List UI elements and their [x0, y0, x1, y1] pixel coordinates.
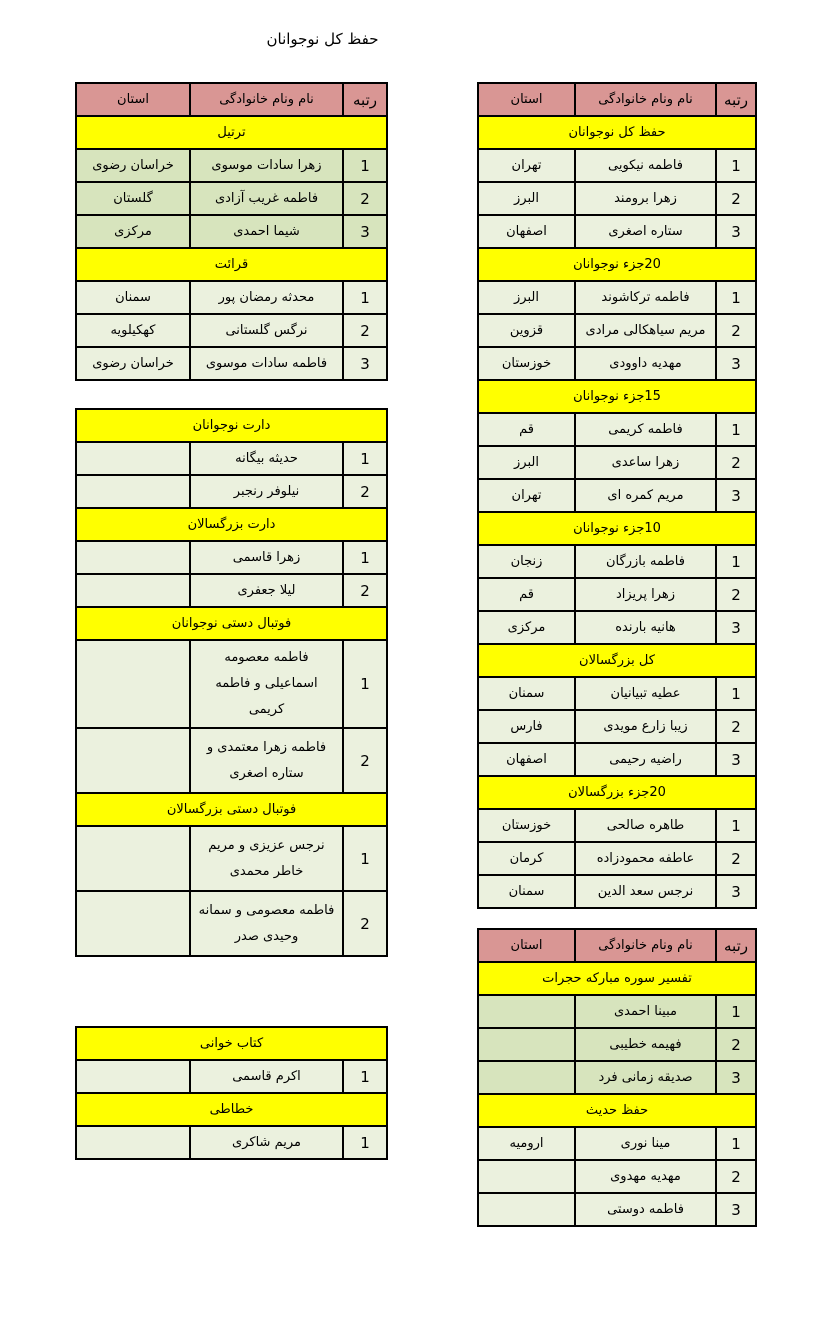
province-cell: مرکزی — [76, 215, 190, 248]
province-cell: البرز — [478, 281, 575, 314]
name-cell: فاطمه دوستی — [575, 1193, 716, 1226]
name-cell: لیلا جعفری — [190, 574, 343, 607]
province-cell: قم — [478, 578, 575, 611]
province-cell: اصفهان — [478, 215, 575, 248]
name-cell: مریم سیاهکالی مرادی — [575, 314, 716, 347]
name-cell: عاطفه محمودزاده — [575, 842, 716, 875]
name-cell: هانیه بارنده — [575, 611, 716, 644]
rank-cell: 2 — [343, 728, 387, 793]
results-table-games — [75, 408, 388, 957]
header-province: استان — [76, 83, 190, 116]
rank-cell: 3 — [716, 347, 756, 380]
rank-cell: 2 — [716, 1028, 756, 1061]
rank-cell: 2 — [716, 710, 756, 743]
name-cell: شیما احمدی — [190, 215, 343, 248]
rank-cell: 2 — [343, 314, 387, 347]
rank-cell: 3 — [716, 743, 756, 776]
rank-cell: 3 — [716, 611, 756, 644]
name-cell: فاطمه نیکویی — [575, 149, 716, 182]
section-title: 20جزء نوجوانان — [478, 248, 756, 281]
province-cell — [76, 442, 190, 475]
results-table-quran-memorization — [477, 82, 757, 909]
header-rank: رتبه — [716, 83, 756, 116]
rank-cell: 3 — [343, 347, 387, 380]
name-cell: مریم شاکری — [190, 1126, 343, 1159]
rank-cell: 3 — [343, 215, 387, 248]
name-cell: محدثه رمضان پور — [190, 281, 343, 314]
name-cell: زهرا پریزاد — [575, 578, 716, 611]
rank-cell: 1 — [343, 442, 387, 475]
rank-cell: 1 — [716, 413, 756, 446]
rank-cell: 1 — [716, 809, 756, 842]
rank-cell: 2 — [343, 574, 387, 607]
section-title: قرائت — [76, 248, 387, 281]
name-cell: مبینا احمدی — [575, 995, 716, 1028]
province-cell — [478, 1061, 575, 1094]
name-cell: فهیمه خطیبی — [575, 1028, 716, 1061]
province-cell — [76, 640, 190, 728]
section-title: حفظ حدیث — [478, 1094, 756, 1127]
page-title: حفظ کل نوجوانان — [266, 30, 379, 48]
name-cell: طاهره صالحی — [575, 809, 716, 842]
rank-cell: 2 — [343, 891, 387, 956]
name-cell: راضیه رحیمی — [575, 743, 716, 776]
rank-cell: 2 — [716, 314, 756, 347]
rank-cell: 1 — [343, 281, 387, 314]
province-cell: قزوین — [478, 314, 575, 347]
rank-cell: 1 — [716, 677, 756, 710]
section-title: تفسیر سوره مبارکه حجرات — [478, 962, 756, 995]
province-cell: البرز — [478, 182, 575, 215]
name-cell: فاطمه معصومه اسماعیلی و فاطمه کریمی — [190, 640, 343, 728]
header-name: نام ونام خانوادگی — [190, 83, 343, 116]
results-table-reading-calligraphy — [75, 1026, 388, 1160]
name-cell: عطیه تبیانیان — [575, 677, 716, 710]
province-cell — [478, 1193, 575, 1226]
name-cell: نیلوفر رنجبر — [190, 475, 343, 508]
section-title: 15جزء نوجوانان — [478, 380, 756, 413]
results-table-recitation — [75, 82, 388, 381]
name-cell: فاطمه کریمی — [575, 413, 716, 446]
name-cell: حدیثه بیگانه — [190, 442, 343, 475]
province-cell: مرکزی — [478, 611, 575, 644]
name-cell: زهرا سادات موسوی — [190, 149, 343, 182]
results-table-tafsir-hadith — [477, 928, 757, 1227]
province-cell: زنجان — [478, 545, 575, 578]
province-cell — [76, 891, 190, 956]
rank-cell: 1 — [343, 1126, 387, 1159]
name-cell: صدیقه زمانی فرد — [575, 1061, 716, 1094]
province-cell: سمنان — [478, 677, 575, 710]
rank-cell: 1 — [343, 1060, 387, 1093]
rank-cell: 2 — [716, 446, 756, 479]
name-cell: فاطمه معصومی و سمانه وحیدی صدر — [190, 891, 343, 956]
header-province: استان — [478, 83, 575, 116]
rank-cell: 1 — [343, 149, 387, 182]
province-cell: سمنان — [76, 281, 190, 314]
province-cell: کهکیلویه — [76, 314, 190, 347]
rank-cell: 1 — [716, 995, 756, 1028]
name-cell: مهدیه مهدوی — [575, 1160, 716, 1193]
section-title: فوتبال دستی بزرگسالان — [76, 793, 387, 826]
rank-cell: 3 — [716, 1193, 756, 1226]
name-cell: زهرا برومند — [575, 182, 716, 215]
province-cell — [478, 1160, 575, 1193]
province-cell: خراسان رضوی — [76, 149, 190, 182]
province-cell: سمنان — [478, 875, 575, 908]
rank-cell: 2 — [343, 475, 387, 508]
rank-cell: 1 — [716, 545, 756, 578]
province-cell: قم — [478, 413, 575, 446]
name-cell: مریم کمره ای — [575, 479, 716, 512]
rank-cell: 1 — [716, 1127, 756, 1160]
name-cell: زهرا ساعدی — [575, 446, 716, 479]
section-title: دارت نوجوانان — [76, 409, 387, 442]
rank-cell: 1 — [343, 826, 387, 891]
name-cell: مهدیه داوودی — [575, 347, 716, 380]
province-cell — [76, 475, 190, 508]
rank-cell: 2 — [343, 182, 387, 215]
name-cell: اکرم قاسمی — [190, 1060, 343, 1093]
name-cell: نرجس عزیزی و مریم خاطر محمدی — [190, 826, 343, 891]
province-cell: کرمان — [478, 842, 575, 875]
rank-cell: 1 — [343, 640, 387, 728]
header-rank: رتبه — [716, 929, 756, 962]
province-cell — [478, 995, 575, 1028]
rank-cell: 2 — [716, 578, 756, 611]
province-cell: تهران — [478, 479, 575, 512]
province-cell — [76, 1060, 190, 1093]
province-cell: البرز — [478, 446, 575, 479]
header-name: نام ونام خانوادگی — [575, 83, 716, 116]
header-province: استان — [478, 929, 575, 962]
name-cell: زیبا زارع مویدی — [575, 710, 716, 743]
rank-cell: 1 — [343, 541, 387, 574]
section-title: 10جزء نوجوانان — [478, 512, 756, 545]
header-rank: رتبه — [343, 83, 387, 116]
name-cell: فاطمه ترکاشوند — [575, 281, 716, 314]
province-cell — [76, 826, 190, 891]
province-cell: خوزستان — [478, 347, 575, 380]
name-cell: فاطمه غریب آزادی — [190, 182, 343, 215]
name-cell: زهرا قاسمی — [190, 541, 343, 574]
name-cell: نرجس سعد الدین — [575, 875, 716, 908]
province-cell: اصفهان — [478, 743, 575, 776]
rank-cell: 3 — [716, 215, 756, 248]
section-title: خطاطی — [76, 1093, 387, 1126]
section-title: حفظ کل نوجوانان — [478, 116, 756, 149]
section-title: 20جزء بزرگسالان — [478, 776, 756, 809]
province-cell: خوزستان — [478, 809, 575, 842]
section-title: دارت بزرگسالان — [76, 508, 387, 541]
section-title: ترتیل — [76, 116, 387, 149]
rank-cell: 2 — [716, 182, 756, 215]
province-cell — [76, 574, 190, 607]
province-cell: خراسان رضوی — [76, 347, 190, 380]
header-name: نام ونام خانوادگی — [575, 929, 716, 962]
name-cell: مینا نوری — [575, 1127, 716, 1160]
rank-cell: 2 — [716, 1160, 756, 1193]
province-cell — [478, 1028, 575, 1061]
rank-cell: 3 — [716, 479, 756, 512]
section-title: فوتبال دستی نوجوانان — [76, 607, 387, 640]
name-cell: فاطمه زهرا معتمدی و ستاره اصغری — [190, 728, 343, 793]
name-cell: فاطمه سادات موسوی — [190, 347, 343, 380]
rank-cell: 1 — [716, 149, 756, 182]
province-cell — [76, 1126, 190, 1159]
province-cell: تهران — [478, 149, 575, 182]
section-title: کتاب خوانی — [76, 1027, 387, 1060]
province-cell: ارومیه — [478, 1127, 575, 1160]
rank-cell: 3 — [716, 875, 756, 908]
province-cell: گلستان — [76, 182, 190, 215]
name-cell: نرگس گلستانی — [190, 314, 343, 347]
province-cell: فارس — [478, 710, 575, 743]
province-cell — [76, 541, 190, 574]
rank-cell: 1 — [716, 281, 756, 314]
name-cell: ستاره اصغری — [575, 215, 716, 248]
section-title: کل بزرگسالان — [478, 644, 756, 677]
rank-cell: 2 — [716, 842, 756, 875]
rank-cell: 3 — [716, 1061, 756, 1094]
province-cell — [76, 728, 190, 793]
name-cell: فاطمه بازرگان — [575, 545, 716, 578]
